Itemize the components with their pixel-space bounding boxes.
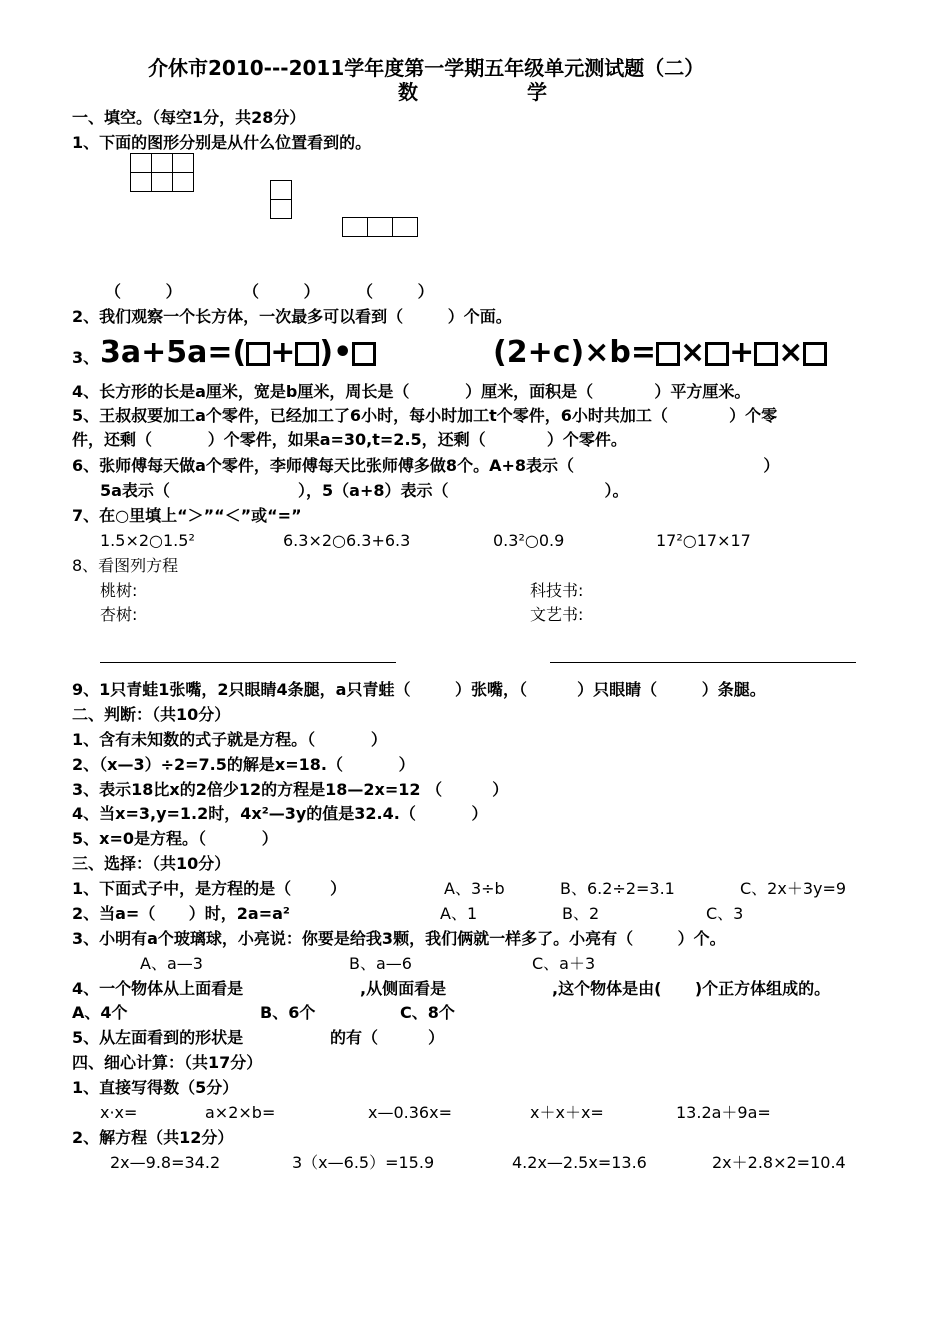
s1-q3-equation-1	[100, 336, 376, 370]
s3-q4-part-1: 4、一个物体从上面看是	[72, 979, 244, 998]
s3-q1-option-a[interactable]: A、3÷b	[444, 879, 505, 898]
s2-q2-text: 2、（x—3）÷2=7.5的解是x=18.（ ）	[72, 755, 415, 774]
s4-q1-item-a: x·x=	[100, 1103, 138, 1122]
s4-q2-item-d: 2x＋2.8×2=10.4	[712, 1153, 846, 1172]
s1-q4-text: 4、长方形的长是a厘米，宽是b厘米，周长是（ ）厘米，面积是（ ）平方厘米。	[72, 382, 751, 401]
s3-q2-option-a[interactable]: A、1	[440, 904, 478, 923]
s3-q4-option-b[interactable]: B、6个	[260, 1003, 316, 1022]
s3-q2-option-c[interactable]: C、3	[706, 904, 744, 923]
s2-q4-text: 4、当x=3,y=1.2时，4x²—3y的值是32.4.（ ）	[72, 804, 488, 823]
section1-heading: 一、填空。（每空1分，共28分）	[72, 108, 306, 127]
s3-q4-part-2: ,从侧面看是	[360, 979, 447, 998]
s3-q1-option-b[interactable]: B、6.2÷2=3.1	[560, 879, 675, 898]
s4-q2-item-c: 4.2x—2.5x=13.6	[512, 1153, 647, 1172]
s3-q3-option-a[interactable]: A、a—3	[140, 954, 203, 973]
s4-q2-item-b: 3（x—6.5）=15.9	[292, 1153, 435, 1172]
s2-q5-text: 5、x=0是方程。（ ）	[72, 829, 278, 848]
s1-q7-item-d: 17²○17×17	[656, 531, 751, 550]
s1-q9-text: 9、1只青蛙1张嘴，2只眼睛4条腿，a只青蛙（ ）张嘴，（ ）只眼睛（ ）条腿。	[72, 680, 766, 699]
eq1-part-a: 3a+5a=(	[100, 335, 247, 370]
s1-q8-peach-label: 桃树:	[100, 581, 138, 600]
eq1-plus: +	[270, 335, 296, 370]
answer-box[interactable]	[705, 342, 729, 366]
eq2-part-a: (2+c)×b=	[493, 335, 656, 370]
section2-heading: 二、判断：（共10分）	[72, 705, 231, 724]
figure-view-3	[342, 217, 418, 237]
s3-q3-option-c[interactable]: C、a＋3	[532, 954, 596, 973]
subject-char-left: 数	[398, 80, 418, 104]
eq2-times-1: ×	[679, 335, 706, 370]
s4-q1-item-e: 13.2a＋9a=	[676, 1103, 771, 1122]
figure-view-1	[110, 153, 194, 192]
s1-q3-number: 3、	[72, 348, 100, 367]
section3-heading: 三、选择：（共10分）	[72, 854, 231, 873]
s3-q2-text: 2、当a=（ ）时，2a=a²	[72, 904, 290, 923]
s3-q5-part-2: 的有（ ）	[330, 1028, 445, 1047]
s3-q5-part-1: 5、从左面看到的形状是	[72, 1028, 244, 1047]
s2-q1-text: 1、含有未知数的式子就是方程。（ ）	[72, 730, 387, 749]
eq2-times-2: ×	[778, 335, 804, 370]
s1-q8-literature-label: 文艺书:	[530, 605, 584, 624]
s1-q1-blank-1[interactable]: （ ）	[105, 282, 182, 301]
s3-q1-option-c[interactable]: C、2x＋3y=9	[740, 879, 847, 898]
answer-box[interactable]	[656, 342, 680, 366]
s1-q7-text: 7、在○里填上“＞”“＜”或“=”	[72, 506, 302, 525]
s1-q5-line-1: 5、王叔叔要加工a个零件，已经加工了6小时，每小时加工t个零件，6小时共加工（ ）个零	[72, 406, 778, 425]
s4-q1-item-c: x—0.36x=	[368, 1103, 452, 1122]
s1-q1-blank-3[interactable]: （ ）	[357, 282, 434, 301]
s1-q3-equation-2	[493, 336, 827, 370]
s4-q2-item-a: 2x—9.8=34.2	[110, 1153, 221, 1172]
figure-view-2	[270, 180, 292, 219]
s1-q1-text: 1、下面的图形分别是从什么位置看到的。	[72, 133, 372, 152]
s4-q1-item-d: x＋x＋x=	[530, 1103, 604, 1122]
s3-q3-text: 3、小明有a个玻璃球，小亮说：你要是给我3颗，我们俩就一样多了。小亮有（ ）个。	[72, 929, 726, 948]
s3-q2-option-b[interactable]: B、2	[562, 904, 600, 923]
s3-q3-option-b[interactable]: B、a—6	[349, 954, 412, 973]
s1-q8-answer-line-right[interactable]	[550, 662, 856, 663]
answer-box[interactable]	[295, 342, 319, 366]
s1-q8-text: 8、看图列方程	[72, 556, 179, 575]
answer-box[interactable]	[246, 342, 270, 366]
s1-q7-item-a: 1.5×2○1.5²	[100, 531, 195, 550]
answer-box[interactable]	[803, 342, 827, 366]
s4-q1-item-b: a×2×b=	[205, 1103, 276, 1122]
s1-q5-line-2: 件，还剩（ ）个零件，如果a=30,t=2.5，还剩（ ）个零件。	[72, 430, 627, 449]
eq2-plus: +	[729, 335, 755, 370]
s3-q4-option-a[interactable]: A、4个	[72, 1003, 128, 1022]
s3-q1-text: 1、下面式子中，是方程的是（ ）	[72, 879, 347, 898]
eq1-part-b: )•	[319, 335, 353, 370]
section4-heading: 四、细心计算：（共17分）	[72, 1053, 263, 1072]
s1-q8-science-label: 科技书:	[530, 581, 584, 600]
subject-char-right: 学	[527, 80, 547, 104]
exam-title: 介休市2010---2011学年度第一学期五年级单元测试题（二）	[148, 56, 705, 80]
s1-q6-line-2: 5a表示（ ），5（a+8）表示（ ）。	[100, 481, 629, 500]
s1-q8-apricot-label: 杏树:	[100, 605, 138, 624]
s1-q8-answer-line-left[interactable]	[100, 662, 396, 663]
answer-box[interactable]	[352, 342, 376, 366]
s3-q4-option-c[interactable]: C、8个	[400, 1003, 455, 1022]
s2-q3-text: 3、表示18比x的2倍少12的方程是18—2x=12 （ ）	[72, 780, 509, 799]
s1-q2-text: 2、我们观察一个长方体，一次最多可以看到（ ）个面。	[72, 307, 512, 326]
s4-q1-text: 1、直接写得数（5分）	[72, 1078, 239, 1097]
s1-q7-item-b: 6.3×2○6.3+6.3	[283, 531, 411, 550]
s1-q6-line-1: 6、张师傅每天做a个零件，李师傅每天比张师傅多做8个。A+8表示（ ）	[72, 456, 780, 475]
s4-q2-text: 2、解方程（共12分）	[72, 1128, 234, 1147]
s1-q1-blank-2[interactable]: （ ）	[243, 282, 320, 301]
answer-box[interactable]	[754, 342, 778, 366]
s1-q7-item-c: 0.3²○0.9	[493, 531, 565, 550]
s3-q4-part-3: ,这个物体是由( )个正方体组成的。	[552, 979, 831, 998]
